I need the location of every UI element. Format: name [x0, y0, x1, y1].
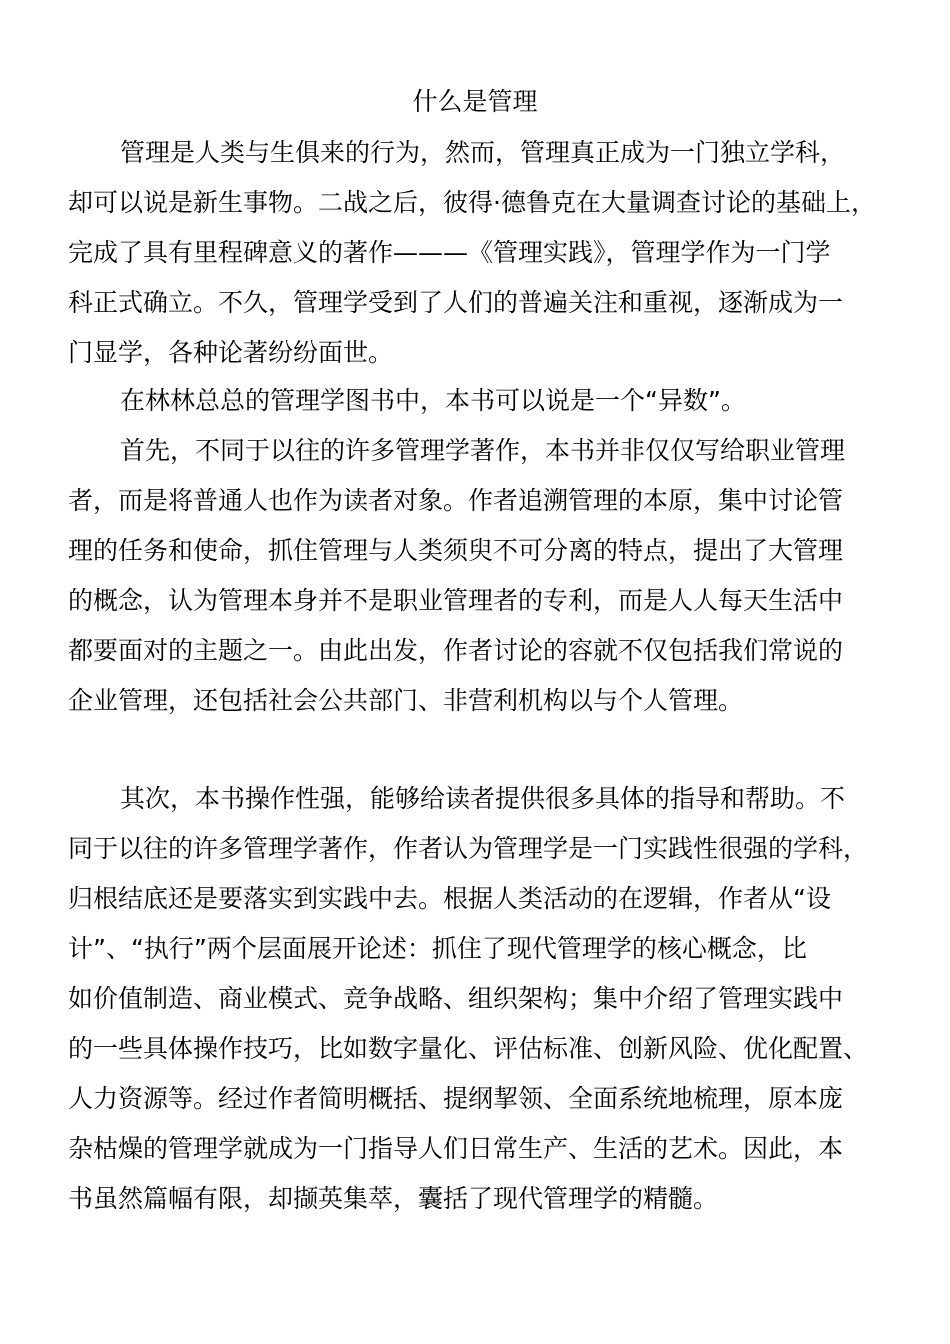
text-line: 在林林总总的管理学图书中，本书可以说是一个“异数”。: [120, 386, 746, 415]
text-line: 如价值制造、商业模式、竞争战略、组织架构；集中介绍了管理实践中: [68, 984, 844, 1013]
text-line: 的一些具体操作技巧，比如数字量化、评估标准、创新风险、优化配置、: [68, 1034, 869, 1063]
page-title: 什么是管理: [412, 87, 538, 116]
text-line: 人力资源等。经过作者简明概括、提纲挈领、全面系统地梳理，原本庞: [68, 1084, 844, 1113]
paragraph-second-point: [68, 774, 890, 1224]
text-line: 其次，本书操作性强，能够给读者提供很多具体的指导和帮助。不: [120, 784, 846, 813]
text-line: 却可以说是新生事物。二战之后，彼得·德鲁克在大量调查讨论的基础上，: [68, 188, 876, 217]
text-line: 者，而是将普通人也作为读者对象。作者追溯管理的本原，集中讨论管: [68, 486, 844, 515]
text-line: 门显学，各种论著纷纷面世。: [68, 338, 394, 367]
text-line: 理的任务和使命，抓住管理与人类须臾不可分离的特点，提出了大管理: [68, 536, 844, 565]
text-line: 杂枯燥的管理学就成为一门指导人们日常生产、生活的艺术。因此，本: [68, 1134, 844, 1163]
text-line: 计”、“执行”两个层面展开论述：抓住了现代管理学的核心概念，比: [68, 934, 807, 963]
text-line: 书虽然篇幅有限，却撷英集萃，囊括了现代管理学的精髓。: [68, 1184, 719, 1213]
text-line: 同于以往的许多管理学著作，作者认为管理学是一门实践性很强的学科，: [68, 834, 869, 863]
text-line: 都要面对的主题之一。由此出发，作者讨论的容就不仅包括我们常说的: [68, 636, 844, 665]
paragraph-first-point: [68, 426, 890, 726]
paragraph-intro: [68, 128, 890, 378]
paragraph-exception: [68, 376, 890, 426]
text-line: 科正式确立。不久，管理学受到了人们的普遍关注和重视，逐渐成为一: [68, 288, 844, 317]
text-line: 管理是人类与生俱来的行为，然而，管理真正成为一门独立学科，: [120, 138, 846, 167]
text-line: 首先，不同于以往的许多管理学著作，本书并非仅仅写给职业管理: [120, 436, 846, 465]
text-line: 企业管理，还包括社会公共部门、非营利机构以与个人管理。: [68, 686, 744, 715]
text-line: 归根结底还是要落实到实践中去。根据人类活动的在逻辑，作者从“设: [68, 884, 831, 913]
text-line: 完成了具有里程碑意义的著作———《管理实践》，管理学作为一门学: [68, 238, 831, 267]
text-line: 的概念，认为管理本身并不是职业管理者的专利，而是人人每天生活中: [68, 586, 844, 615]
